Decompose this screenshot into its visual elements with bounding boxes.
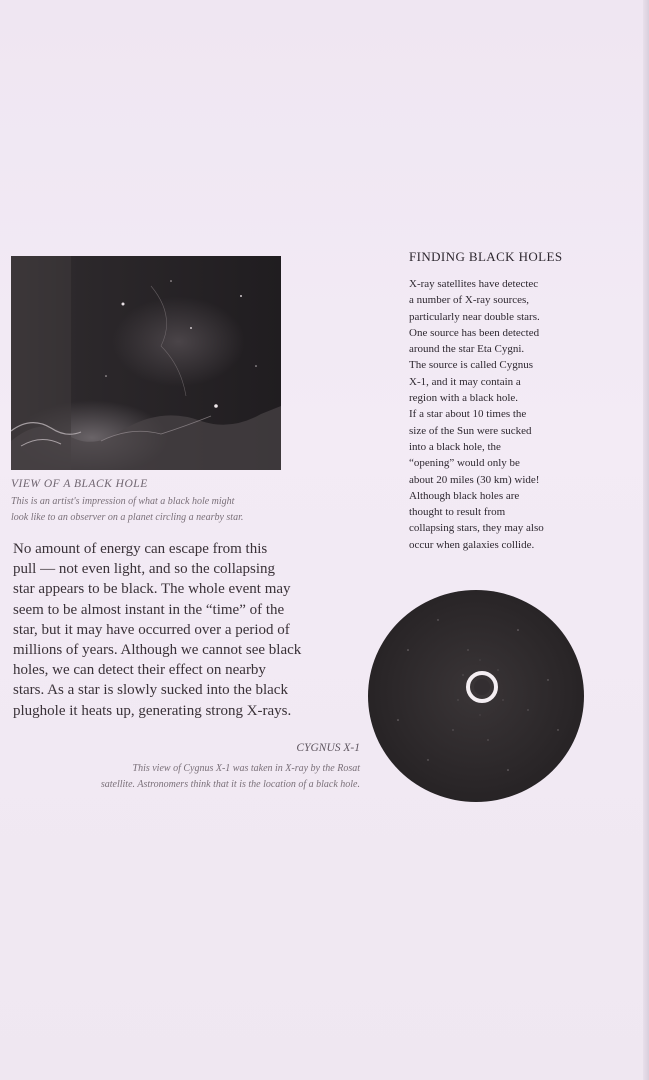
paragraph-line: holes, we can detect their effect on nearby xyxy=(13,662,266,679)
sidebar-heading: FINDING BLACK HOLES xyxy=(409,249,563,264)
paragraph-line: plughole it heats up, generating strong X-rays. xyxy=(13,702,292,719)
sidebar-line: If a star about 10 times the xyxy=(409,408,527,421)
sidebar-line: “opening” would only be xyxy=(409,457,520,470)
sidebar-line: region with a black hole. xyxy=(409,392,519,405)
paragraph-line: No amount of energy can escape from this xyxy=(13,541,268,557)
caption-line: This view of Cygnus X-1 was taken in X-ray by the Rosat xyxy=(132,763,360,774)
artwork-detail-graphic xyxy=(11,256,281,470)
artwork-caption-text xyxy=(11,494,331,526)
sidebar-line: X-ray satellites have detectec xyxy=(409,278,539,290)
paragraph-line: stars. As a star is slowly sucked into the black xyxy=(13,682,288,699)
paragraph-line: millions of years. Although we cannot see black xyxy=(13,642,302,659)
paragraph-line: star, but it may have occurred over a period of xyxy=(13,621,290,638)
sidebar-line: occur when galaxies collide. xyxy=(409,538,535,551)
caption-line: This is an artist's impression of what a black hole might xyxy=(11,496,235,507)
sidebar-line: collapsing stars, they may also xyxy=(409,522,544,535)
xray-star-field xyxy=(368,590,584,802)
sidebar-line: around the star Eta Cygni. xyxy=(409,343,525,356)
cygnus-x1-xray-image xyxy=(368,590,584,802)
paragraph-line: seem to be almost instant in the “time” of the xyxy=(13,601,285,618)
sidebar-line: size of the Sun were sucked xyxy=(409,424,532,437)
main-paragraph xyxy=(13,539,358,721)
black-hole-artwork xyxy=(11,256,281,470)
xray-caption-text xyxy=(4,761,360,793)
artwork-caption-title: VIEW OF A BLACK HOLE xyxy=(11,478,148,490)
sidebar-line: X-1, and it may contain a xyxy=(409,375,521,388)
paragraph-line: pull — not even light, and so the collapsing xyxy=(13,561,276,578)
sidebar-line: a number of X-ray sources, xyxy=(409,294,530,307)
xray-caption-title: CYGNUS X-1 xyxy=(296,742,360,754)
sidebar-line: thought to result from xyxy=(409,506,506,519)
caption-line: look like to an observer on a planet circling a nearby star. xyxy=(11,512,244,523)
sidebar-line: about 20 miles (30 km) wide! xyxy=(409,473,540,486)
sidebar-line: particularly near double stars. xyxy=(409,310,540,323)
caption-line: satellite. Astronomers think that it is the location of a black hole. xyxy=(100,779,360,790)
sidebar-line: into a black hole, the xyxy=(409,440,501,453)
page-edge xyxy=(643,0,649,1080)
sidebar-line: Although black holes are xyxy=(409,489,520,502)
paragraph-line: star appears to be black. The whole event may xyxy=(13,581,291,598)
sidebar-text xyxy=(409,276,589,553)
sidebar-line: The source is called Cygnus xyxy=(409,359,534,372)
sidebar-line: One source has been detected xyxy=(409,326,540,339)
